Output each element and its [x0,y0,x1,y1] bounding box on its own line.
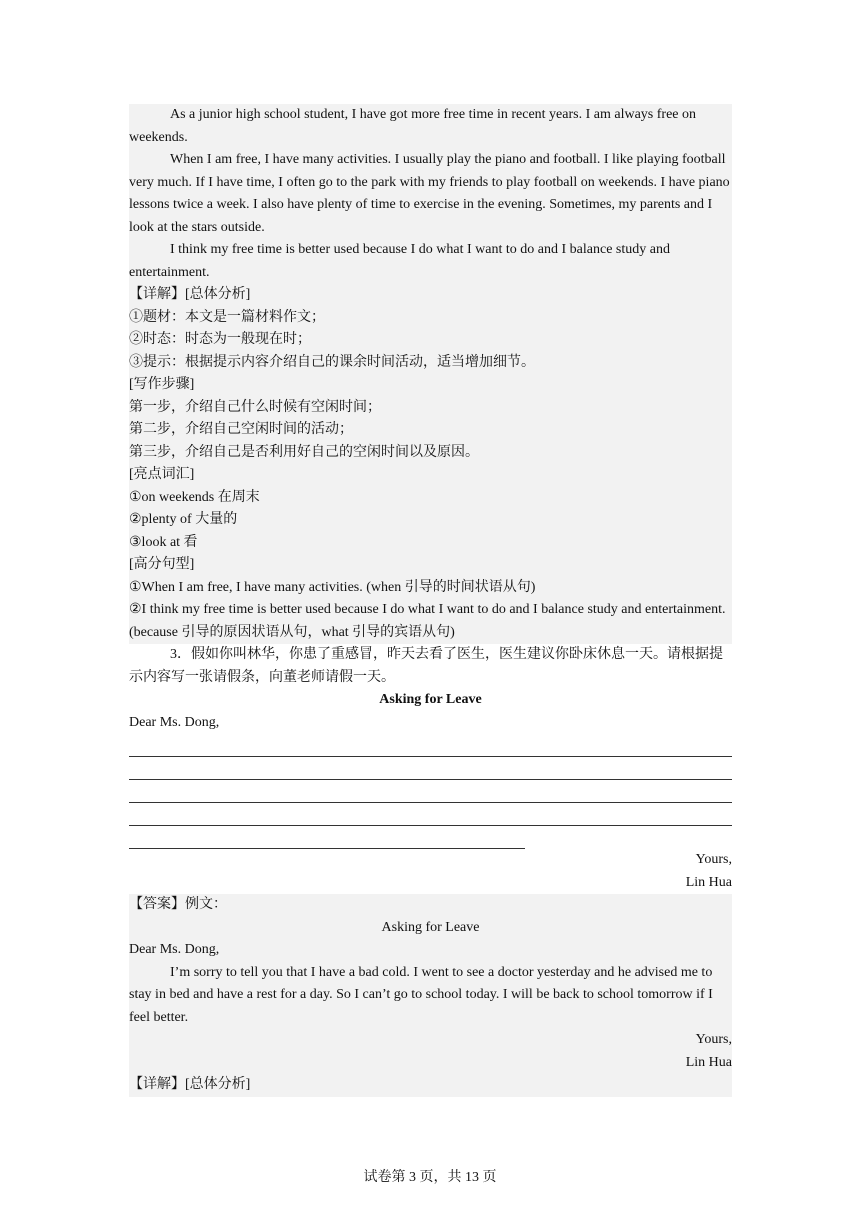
answer-blank-line[interactable] [129,803,732,826]
page-footer: 试卷第 3 页，共 13 页 [363,1170,497,1185]
page-content [129,104,732,1097]
question-3-closing: Yours, [695,852,732,867]
analysis-line: [亮点词汇] [129,467,195,482]
analysis-line: ①on weekends 在周末 [129,489,260,505]
answer-3-greeting: Dear Ms. Dong, [129,942,220,957]
essay-paragraph-2: When I am free, I have many activities. I usually play the piano and football. I like playing football very much. If I have time, I often go to the park with my friends to play football on weekends. I have piano lessons twice a week. I also have plenty of time to exercise in the evening. Sometimes, my parents and I look at the stars outside. [129,152,730,235]
question-3 [129,644,732,894]
question-3-signature: Lin Hua [685,874,732,890]
analysis-line: ②时态：时态为一般现在时； [129,332,311,347]
question-3-greeting: Dear Ms. Dong, [129,714,220,730]
question-3-title: Asking for Leave [379,692,482,707]
answer-blank-line[interactable] [129,734,732,757]
answer-3-body: I’m sorry to tell you that I have a bad cold. I went to see a doctor yesterday and he advised me to stay in bed and have a rest for a day. So I can’t go to school today. I will be back to school tomorrow if I feel better. [129,964,713,1025]
analysis-line: ③look at 看 [129,534,198,550]
answer-blank-line[interactable] [129,757,732,780]
analysis-line: ①When I am free, I have many activities. (when 引导的时间状语从句) [129,579,536,595]
answer-blank-line[interactable] [129,826,525,849]
analysis-line: 第一步，介绍自己什么时候有空闲时间； [129,399,381,415]
answer-3-detail: 【详解】[总体分析] [129,1077,251,1092]
analysis-line: ②I think my free time is better used because I do what I want to do and I balance study and entertainment. (because 引导的原因状语从句，what 引导的宾语从句) [129,602,726,640]
question-3-prompt: 3．假如你叫林华，你患了重感冒，昨天去看了医生，医生建议你卧床休息一天。请根据提示内容写一张请假条，向董老师请假一天。 [129,647,723,685]
analysis-heading: 【详解】[总体分析] [129,287,251,302]
analysis-line: [高分句型] [129,557,195,572]
analysis-line: [写作步骤] [129,377,195,392]
analysis-line: ②plenty of 大量的 [129,512,238,527]
essay-answer-block [129,104,732,644]
analysis-line: 第二步，介绍自己空闲时间的活动； [129,422,353,437]
analysis-line: ③提示：根据提示内容介绍自己的课余时间活动，适当增加细节。 [129,354,535,370]
answer-3-block [129,894,732,1097]
answer-3-title: Asking for Leave [381,919,480,935]
answer-3-signature: Lin Hua [685,1054,732,1070]
essay-paragraph-1: As a junior high school student, I have got more free time in recent years. I am always free on weekends. [129,107,696,145]
analysis-line: ①题材：本文是一篇材料作文； [129,309,325,325]
analysis-line: 第三步，介绍自己是否利用好自己的空闲时间以及原因。 [129,444,479,460]
answer-3-label: 【答案】例文： [129,897,227,912]
answer-blank-line[interactable] [129,780,732,803]
essay-paragraph-3: I think my free time is better used because I do what I want to do and I balance study and entertainment. [129,242,670,280]
answer-3-closing: Yours, [695,1032,732,1047]
